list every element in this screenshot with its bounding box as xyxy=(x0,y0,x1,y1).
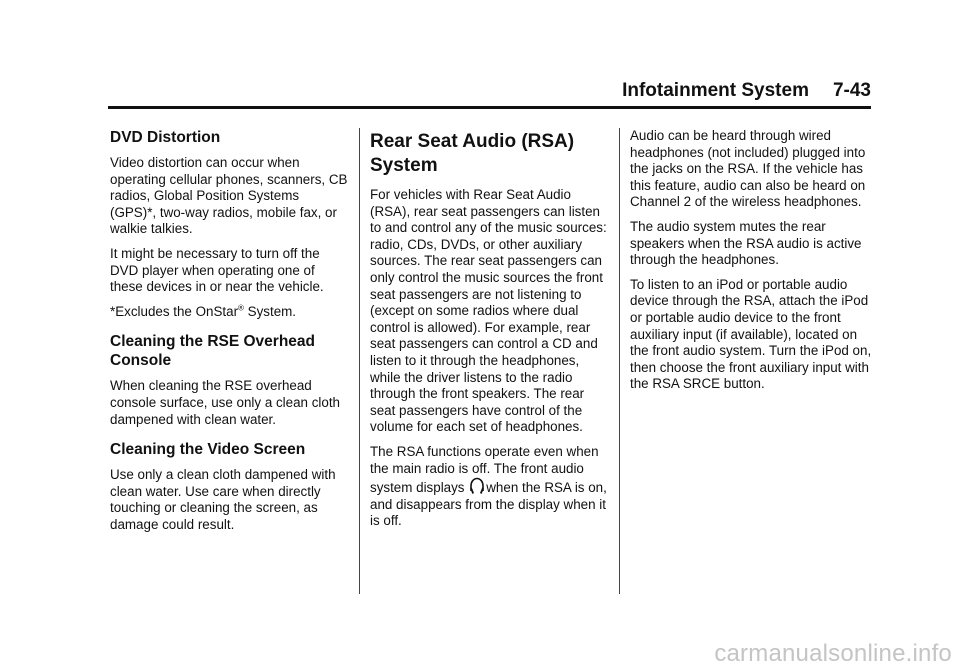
paragraph-rsa-ipod: To listen to an iPod or portable audio device through the RSA, attach the iPod or portable audio device to the front auxiliary input (if available), located on the front audio system. Turn the iPod on, then choose the front auxiliary input with the RSA SRCE button. xyxy=(630,276,872,392)
column-1 xyxy=(110,128,348,542)
paragraph-dvd-distortion-2: It might be necessary to turn off the DVD player when operating one of these devices in or near the vehicle. xyxy=(110,245,324,295)
paragraph-rsa-2-after: when the RSA is on, and disappears from the display when it is off. xyxy=(370,480,607,529)
heading-cleaning-console: Cleaning the RSE Overhead Console xyxy=(110,333,315,370)
paragraph-rsa-2 xyxy=(370,444,608,530)
heading-cleaning-screen: Cleaning the Video Screen xyxy=(110,441,306,459)
paragraph-rsa-mute: The audio system mutes the rear speakers when the RSA audio is active through the headphones. xyxy=(630,218,862,268)
footnote-suffix: System. xyxy=(243,303,297,319)
paragraph-dvd-distortion-1: Video distortion can occur when operating cellular phones, scanners, CB radios, Global Position Systems (GPS)*, two-way radios, mobile fax, or walkie talkies. xyxy=(110,155,348,237)
headphones-icon xyxy=(469,477,485,495)
column-divider-1 xyxy=(359,128,360,594)
watermark: carmanualsonline.info xyxy=(714,640,952,667)
column-3 xyxy=(630,128,872,401)
paragraph-rsa-1: For vehicles with Rear Seat Audio (RSA), rear seat passengers can listen to and control any of the music sources: radio, CDs, DVDs, or other auxiliary sources. The rear seat passengers can only control the music sources the front seat passengers are not listening to (except on some radios where dual control is allowed). For example, rear seat passengers can control a CD and listen to it through the headphones, while the driver listens to the radio through the front speakers. The rear seat passengers have control of the volume for each set of headphones. xyxy=(370,187,607,435)
registered-mark: ® xyxy=(238,303,244,313)
footnote-prefix: *Excludes the OnStar xyxy=(110,303,239,319)
running-header xyxy=(622,80,871,102)
paragraph-rsa-headphones: Audio can be heard through wired headphones (not included) plugged into the jacks on the RSA. If the vehicle has this feature, audio can also be heard on Channel 2 of the wireless headphones. xyxy=(630,128,866,210)
page-header xyxy=(108,78,871,109)
column-divider-2 xyxy=(619,128,620,594)
section-title: Infotainment System xyxy=(622,80,809,101)
paragraph-rsa-2-before: The RSA functions operate even when the main radio is off. The front audio system displays xyxy=(370,443,599,496)
heading-dvd-distortion: DVD Distortion xyxy=(110,129,221,146)
page-number: 7-43 xyxy=(832,80,871,101)
heading-rear-seat-audio: Rear Seat Audio (RSA) System xyxy=(370,131,575,176)
column-2 xyxy=(370,128,608,538)
paragraph-cleaning-screen: Use only a clean cloth dampened with clean water. Use care when directly touching or cleaning the screen, as damage could result. xyxy=(110,467,336,532)
footnote-onstar xyxy=(110,304,348,321)
paragraph-cleaning-console: When cleaning the RSE overhead console surface, use only a clean cloth dampened with clean water. xyxy=(110,378,341,427)
